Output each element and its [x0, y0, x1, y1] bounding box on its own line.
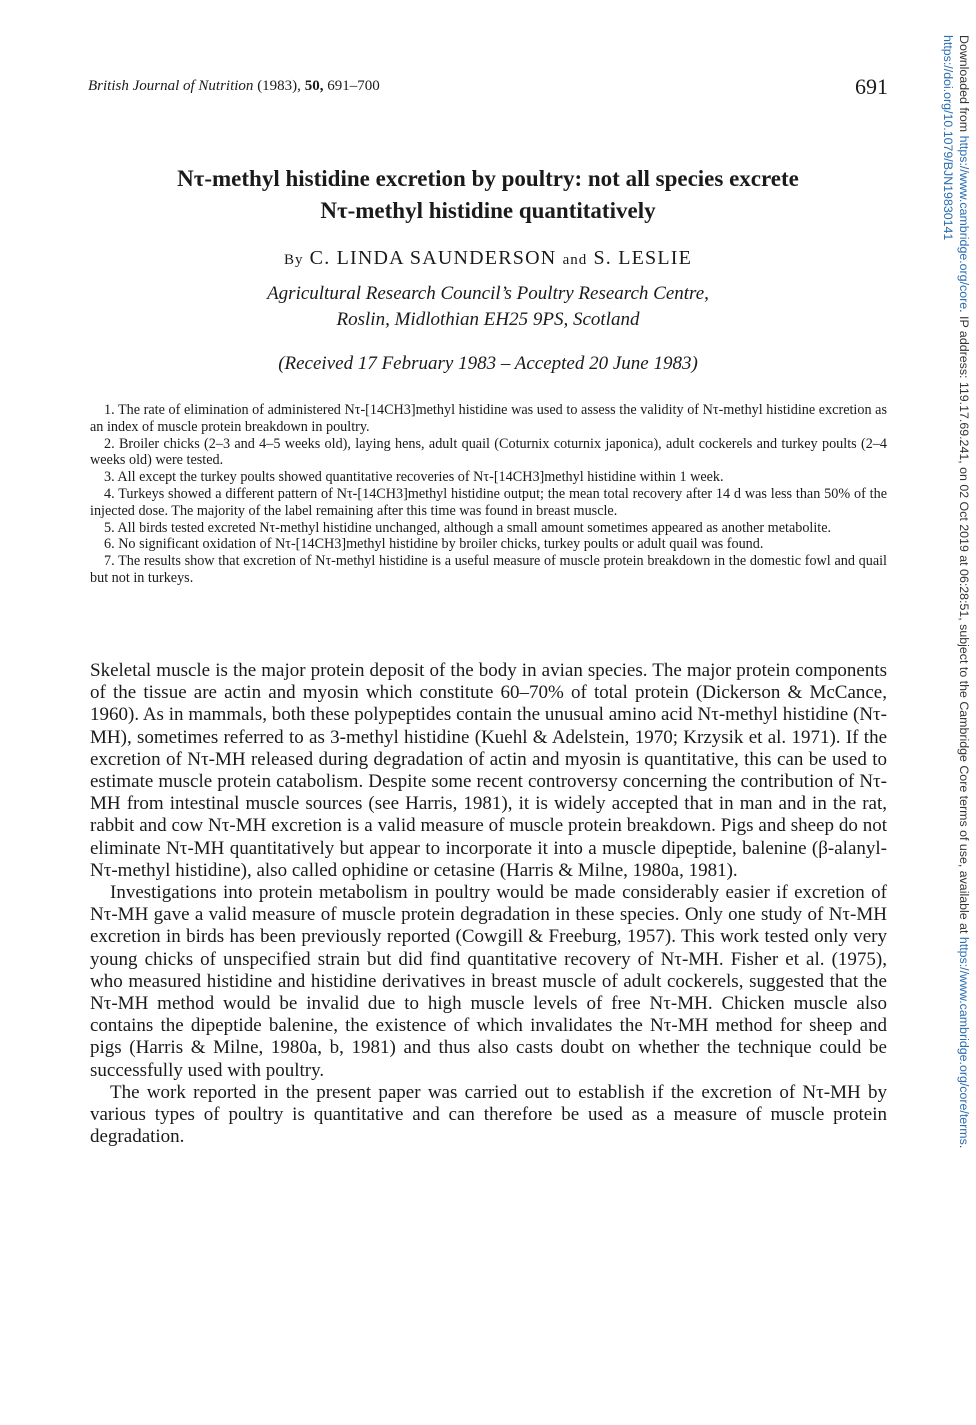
summary-point: 2. Broiler chicks (2–3 and 4–5 weeks old), laying hens, adult quail (Coturnix coturnix japonica), adult cockerels and turkey poults (2–4 weeks old) were tested. [90, 435, 887, 469]
journal-citation [88, 78, 380, 95]
body-paragraph: Investigations into protein metabolism in poultry would be made considerably easier if excretion of Nτ-MH gave a valid measure of muscle protein degradation in these species. Only one study of Nτ-MH excretion in birds has been previously reported (Cowgill & Freeburg, 1957). This work tested only very young chicks of unspecified strain but did find quantitative recovery of Nτ-MH. Fisher et al. (1975), who measured histidine and histidine derivatives in breast muscle of adult cockerels, suggested that the Nτ-MH method would be invalid due to high muscle levels of free Nτ-MH. Chicken muscle also contains the dipeptide balenine, the existence of which invalidates the Nτ-MH method for sheep and pigs (Harris & Milne, 1980a, b, 1981) and thus also casts doubt on whether the technique could be successfully used with poultry. [90, 882, 887, 1081]
download-notice-line-1 [956, 35, 972, 1148]
summary-point: 1. The rate of elimination of administered Nτ-[14CH3]methyl histidine was used to assess the validity of Nτ-methyl histidine excretion as an index of muscle protein breakdown in poultry. [90, 402, 887, 435]
summary-point: 5. All birds tested excreted Nτ-methyl histidine unchanged, although a small amount sometimes appeared as another metabolite. [104, 519, 832, 536]
journal-name: British Journal of Nutrition [88, 78, 254, 94]
summary-point: 3. All except the turkey poults showed quantitative recoveries of Nτ-[14CH3]methyl histidine within 1 week. [104, 469, 724, 486]
author-and: and [562, 252, 588, 268]
affiliation [88, 281, 888, 333]
doi-link[interactable]: https://doi.org/10.1079/BJN19830141 [941, 35, 955, 241]
download-prefix: Downloaded from [957, 35, 971, 133]
summary [90, 402, 887, 587]
cambridge-core-link[interactable]: https://www.cambridge.org/core [957, 135, 971, 310]
title-line-2: Nτ-methyl histidine quantitatively [320, 198, 656, 223]
download-notice [940, 35, 972, 1148]
download-end: . [957, 1144, 971, 1149]
title-line-1: Nτ-methyl histidine excretion by poultry: not all species excrete [177, 166, 799, 191]
body-paragraph: Skeletal muscle is the major protein deposit of the body in avian species. The major protein components of the tissue are actin and myosin which constitute 60–70% of total protein (Dickerson & McCance, 1960). As in mammals, both these polypeptides contain the unusual amino acid Nτ-methyl histidine (Nτ-MH), sometimes referred to as 3-methyl histidine (Kuehl & Adelstein, 1970; Krzysik et al. 1971). If the excretion of Nτ-MH released during degradation of actin and myosin is quantitative, this can be used to estimate muscle protein catabolism. Despite some recent controversy concerning the contribution of Nτ-MH from intestinal muscle sources (see Harris, 1981), it is widely accepted that in man and in the rat, rabbit and cow Nτ-MH excretion is a valid measure of muscle protein breakdown. Pigs and sheep do not eliminate Nτ-MH quantitatively but appear to incorporate it into a muscle dipeptide, balenine (β-alanyl-Nτ-methyl histidine), also called ophidine or cetasine (Harris & Milne, 1980a, 1981). [90, 660, 887, 881]
received-dates: (Received 17 February 1983 – Accepted 20 June 1983) [278, 353, 698, 374]
page-number: 691 [855, 74, 888, 99]
author-line [88, 247, 888, 270]
download-details: . IP address: 119.17.69.241, on 02 Oct 2019 at 06:28:51, subject to the Cambridge Core terms of use, available at [957, 309, 971, 934]
affiliation-line-1: Agricultural Research Council’s Poultry Research Centre, [267, 283, 709, 304]
body-text [90, 660, 887, 1148]
author-2: S. LESLIE [593, 247, 693, 269]
summary-point: 7. The results show that excretion of Nτ-methyl histidine is a useful measure of muscle protein breakdown in the domestic fowl and quail but not in turkeys. [90, 553, 887, 586]
journal-volume: 50, [304, 78, 324, 94]
article-title [88, 163, 888, 227]
body-paragraph: The work reported in the present paper was carried out to establish if the excretion of Nτ-MH by various types of poultry is quantitative and can therefore be used as a measure of muscle protein degradation. [90, 1081, 887, 1148]
summary-point: 4. Turkeys showed a different pattern of Nτ-[14CH3]methyl histidine output; the mean total recovery after 14 d was less than 50% of the injected dose. The majority of the label remaining after this time was found in breast muscle. [90, 485, 887, 519]
download-notice-line-2 [940, 35, 956, 1148]
summary-point: 6. No significant oxidation of Nτ-[14CH3]methyl histidine by broiler chicks, turkey poults or adult quail was found. [104, 536, 764, 553]
affiliation-line-2: Roslin, Midlothian EH25 9PS, Scotland [336, 309, 640, 330]
author-1: C. LINDA SAUNDERSON [309, 247, 557, 269]
terms-link[interactable]: https://www.cambridge.org/core/terms [957, 936, 971, 1145]
author-by: By [283, 252, 304, 268]
journal-year: (1983), [257, 78, 301, 94]
journal-pages: 691–700 [327, 78, 380, 94]
